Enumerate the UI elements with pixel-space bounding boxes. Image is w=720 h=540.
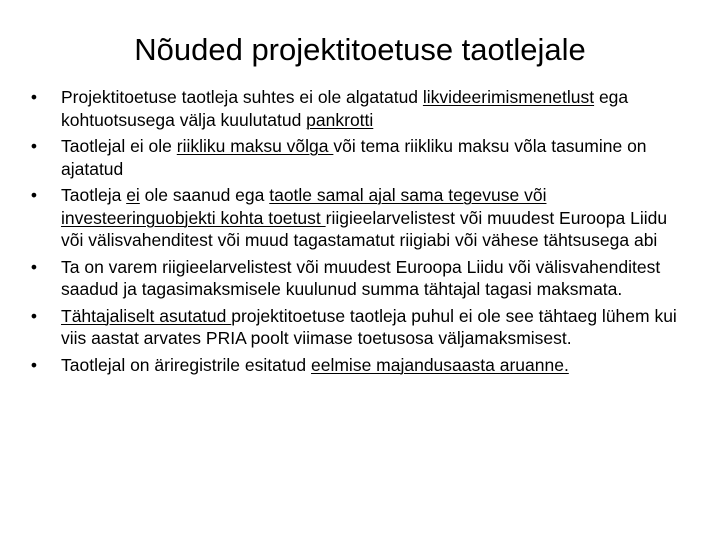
bullet-text: Ta on varem riigieelarvelistest või muudest Euroopa Liidu või välisvahenditest saadud ja tagasimaksmisele kuulunud summa tähtajal tagasi maksmata. <box>61 256 661 299</box>
bullet-item <box>28 184 688 252</box>
bullet-text: ega kohtuotsusega välja kuulutatud <box>61 87 629 130</box>
bullet-item <box>28 354 688 377</box>
underlined-text: pankrotti <box>306 109 374 130</box>
underlined-text: taotle samal ajal sama tegevuse või investeeringuobjekti kohta toetust <box>61 185 547 228</box>
bullet-item <box>28 305 688 350</box>
underlined-text: Tähtajaliselt asutatud <box>61 305 232 326</box>
underlined-text: ei <box>126 185 140 205</box>
slide-title: Nõuded projektitoetuse taotlejale <box>134 32 586 67</box>
bullet-text: ole saanud ega <box>139 185 270 205</box>
bullet-item <box>28 256 688 301</box>
bullet-text: Taotleja <box>61 185 127 205</box>
bullet-item <box>28 86 688 131</box>
bullet-text: Projektitoetuse taotleja suhtes ei ole algatatud <box>61 87 423 107</box>
bullet-text: Taotlejal on äriregistrile esitatud <box>61 354 311 375</box>
underlined-text: riikliku maksu võlga <box>176 136 334 156</box>
bullet-mark: • <box>30 354 38 375</box>
bullet-mark: • <box>30 87 38 107</box>
bullet-mark: • <box>30 256 38 277</box>
bullet-text: riigieelarvelistest või muudest Euroopa Liidu või välisvahenditest või muud tagastamatut riigiabi või vähese tähtsusega abi <box>61 207 668 250</box>
underlined-text: eelmise majandusaasta aruanne. <box>311 354 569 375</box>
bullet-mark: • <box>30 305 38 326</box>
bullet-mark: • <box>30 185 38 205</box>
bullet-text: või tema riikliku maksu võla tasumine on ajatatud <box>61 136 647 179</box>
bullet-text: projektitoetuse taotleja puhul ei ole see tähtaeg lühem kui viis aastat arvates PRIA poolt viimase toetusosa väljamaksmisest. <box>61 305 677 348</box>
underlined-text: likvideerimismenetlust <box>422 87 595 107</box>
bullet-mark: • <box>30 136 38 156</box>
bullet-item <box>28 135 688 180</box>
bullet-text: Taotlejal ei ole <box>61 136 177 156</box>
bullet-list <box>28 86 688 380</box>
